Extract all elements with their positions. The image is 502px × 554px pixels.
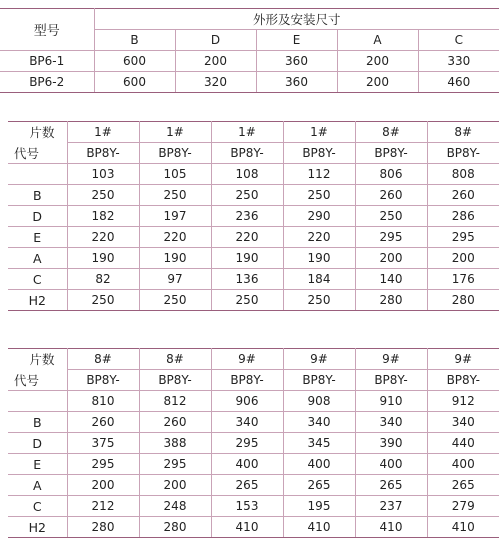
column-header: A <box>337 30 418 51</box>
value-cell: 280 <box>355 290 427 311</box>
value-cell: 340 <box>355 412 427 433</box>
code-cell: 105 <box>139 164 211 185</box>
value-cell: 237 <box>355 496 427 517</box>
row-label: A <box>8 248 67 269</box>
row-label: D <box>8 433 67 454</box>
value-cell: 390 <box>355 433 427 454</box>
value-cell: 295 <box>211 433 283 454</box>
empty-cell <box>8 164 67 185</box>
value-cell: 140 <box>355 269 427 290</box>
pieces-cell: 9# <box>427 349 499 370</box>
table-row <box>8 269 499 290</box>
code-cell: 910 <box>355 391 427 412</box>
value-cell: 190 <box>67 248 139 269</box>
table-row <box>8 517 499 538</box>
row-label: E <box>8 227 67 248</box>
row-label: H2 <box>8 517 67 538</box>
value-cell: 190 <box>283 248 355 269</box>
table-row <box>8 433 499 454</box>
model-header: 型号 <box>0 9 94 51</box>
value-cell: 280 <box>139 517 211 538</box>
value-cell: 400 <box>355 454 427 475</box>
code-cell: 806 <box>355 164 427 185</box>
value-cell: 360 <box>256 51 337 72</box>
series-cell: BP8Y- <box>211 143 283 164</box>
corner-header <box>8 349 67 391</box>
series-cell: BP8Y- <box>139 370 211 391</box>
series-cell: BP8Y- <box>427 370 499 391</box>
value-cell: 200 <box>337 51 418 72</box>
table-row <box>8 412 499 433</box>
value-cell: 260 <box>427 185 499 206</box>
value-cell: 250 <box>283 290 355 311</box>
outline-dimensions-table <box>0 8 499 93</box>
value-cell: 250 <box>211 185 283 206</box>
value-cell: 286 <box>427 206 499 227</box>
value-cell: 265 <box>355 475 427 496</box>
column-header: E <box>256 30 337 51</box>
value-cell: 400 <box>211 454 283 475</box>
value-cell: 280 <box>67 517 139 538</box>
table-row <box>8 454 499 475</box>
value-cell: 260 <box>139 412 211 433</box>
value-cell: 388 <box>139 433 211 454</box>
value-cell: 330 <box>418 51 499 72</box>
column-header: B <box>94 30 175 51</box>
value-cell: 280 <box>427 290 499 311</box>
value-cell: 248 <box>139 496 211 517</box>
value-cell: 400 <box>283 454 355 475</box>
value-cell: 265 <box>283 475 355 496</box>
table-row <box>8 227 499 248</box>
row-label: H2 <box>8 290 67 311</box>
series-cell: BP8Y- <box>67 143 139 164</box>
spec-table-1 <box>8 121 499 311</box>
value-cell: 212 <box>67 496 139 517</box>
row-label: C <box>8 269 67 290</box>
model-cell: BP6-2 <box>0 72 94 93</box>
series-cell: BP8Y- <box>67 370 139 391</box>
value-cell: 345 <box>283 433 355 454</box>
value-cell: 440 <box>427 433 499 454</box>
value-cell: 200 <box>67 475 139 496</box>
pieces-cell: 8# <box>139 349 211 370</box>
value-cell: 200 <box>175 51 256 72</box>
row-label: B <box>8 412 67 433</box>
value-cell: 197 <box>139 206 211 227</box>
code-cell: 906 <box>211 391 283 412</box>
pieces-cell: 9# <box>355 349 427 370</box>
value-cell: 340 <box>427 412 499 433</box>
pieces-cell: 1# <box>67 122 139 143</box>
value-cell: 200 <box>337 72 418 93</box>
value-cell: 220 <box>283 227 355 248</box>
value-cell: 260 <box>355 185 427 206</box>
value-cell: 375 <box>67 433 139 454</box>
pieces-label: 片数 <box>29 125 55 140</box>
column-header: D <box>175 30 256 51</box>
row-label: A <box>8 475 67 496</box>
value-cell: 410 <box>283 517 355 538</box>
table-row <box>8 248 499 269</box>
code-cell: 103 <box>67 164 139 185</box>
table-row <box>8 475 499 496</box>
table-row <box>8 185 499 206</box>
value-cell: 320 <box>175 72 256 93</box>
value-cell: 82 <box>67 269 139 290</box>
series-cell: BP8Y- <box>283 143 355 164</box>
value-cell: 250 <box>67 290 139 311</box>
value-cell: 295 <box>427 227 499 248</box>
value-cell: 250 <box>67 185 139 206</box>
pieces-label: 片数 <box>29 352 55 367</box>
value-cell: 136 <box>211 269 283 290</box>
value-cell: 295 <box>355 227 427 248</box>
value-cell: 200 <box>355 248 427 269</box>
value-cell: 290 <box>283 206 355 227</box>
value-cell: 200 <box>427 248 499 269</box>
series-cell: BP8Y- <box>211 370 283 391</box>
pieces-cell: 8# <box>427 122 499 143</box>
value-cell: 220 <box>67 227 139 248</box>
value-cell: 220 <box>211 227 283 248</box>
spec-table-2 <box>8 348 499 538</box>
table-row <box>8 290 499 311</box>
value-cell: 250 <box>211 290 283 311</box>
pieces-cell: 8# <box>67 349 139 370</box>
code-label: 代号 <box>14 373 40 388</box>
code-cell: 812 <box>139 391 211 412</box>
value-cell: 460 <box>418 72 499 93</box>
value-cell: 295 <box>139 454 211 475</box>
table-row <box>0 72 499 93</box>
value-cell: 295 <box>67 454 139 475</box>
value-cell: 182 <box>67 206 139 227</box>
value-cell: 279 <box>427 496 499 517</box>
series-cell: BP8Y- <box>427 143 499 164</box>
row-label: B <box>8 185 67 206</box>
pieces-cell: 1# <box>211 122 283 143</box>
series-cell: BP8Y- <box>355 143 427 164</box>
value-cell: 265 <box>211 475 283 496</box>
value-cell: 410 <box>355 517 427 538</box>
pieces-cell: 1# <box>139 122 211 143</box>
value-cell: 250 <box>139 185 211 206</box>
value-cell: 410 <box>427 517 499 538</box>
code-cell: 810 <box>67 391 139 412</box>
code-cell: 912 <box>427 391 499 412</box>
row-label: D <box>8 206 67 227</box>
value-cell: 260 <box>67 412 139 433</box>
value-cell: 195 <box>283 496 355 517</box>
value-cell: 184 <box>283 269 355 290</box>
pieces-cell: 9# <box>283 349 355 370</box>
value-cell: 600 <box>94 51 175 72</box>
pieces-cell: 1# <box>283 122 355 143</box>
series-cell: BP8Y- <box>139 143 211 164</box>
value-cell: 600 <box>94 72 175 93</box>
code-label: 代号 <box>14 146 40 161</box>
series-cell: BP8Y- <box>283 370 355 391</box>
value-cell: 236 <box>211 206 283 227</box>
code-cell: 108 <box>211 164 283 185</box>
value-cell: 250 <box>355 206 427 227</box>
value-cell: 410 <box>211 517 283 538</box>
value-cell: 250 <box>139 290 211 311</box>
pieces-cell: 9# <box>211 349 283 370</box>
value-cell: 200 <box>139 475 211 496</box>
value-cell: 400 <box>427 454 499 475</box>
code-cell: 908 <box>283 391 355 412</box>
model-cell: BP6-1 <box>0 51 94 72</box>
value-cell: 250 <box>283 185 355 206</box>
value-cell: 176 <box>427 269 499 290</box>
table-row <box>8 206 499 227</box>
value-cell: 190 <box>211 248 283 269</box>
pieces-cell: 8# <box>355 122 427 143</box>
code-cell: 112 <box>283 164 355 185</box>
value-cell: 340 <box>283 412 355 433</box>
dimension-group-header: 外形及安装尺寸 <box>94 9 499 30</box>
table-row <box>8 496 499 517</box>
code-cell: 808 <box>427 164 499 185</box>
value-cell: 220 <box>139 227 211 248</box>
value-cell: 190 <box>139 248 211 269</box>
table-row <box>0 51 499 72</box>
value-cell: 265 <box>427 475 499 496</box>
row-label: E <box>8 454 67 475</box>
column-header: C <box>418 30 499 51</box>
value-cell: 97 <box>139 269 211 290</box>
value-cell: 153 <box>211 496 283 517</box>
series-cell: BP8Y- <box>355 370 427 391</box>
row-label: C <box>8 496 67 517</box>
value-cell: 340 <box>211 412 283 433</box>
value-cell: 360 <box>256 72 337 93</box>
corner-header <box>8 122 67 164</box>
empty-cell <box>8 391 67 412</box>
